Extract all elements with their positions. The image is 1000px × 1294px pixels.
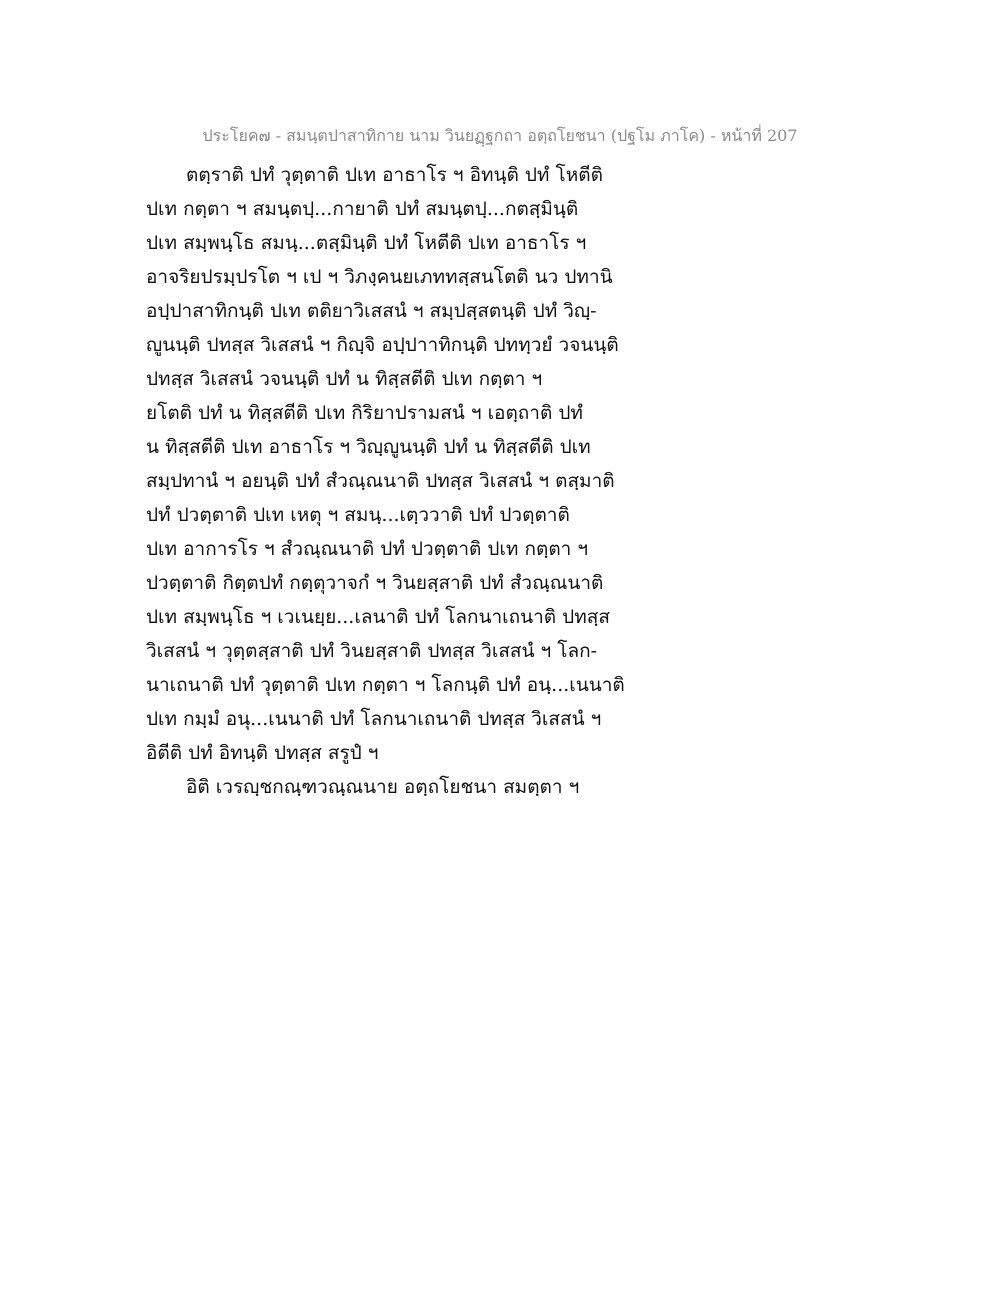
text-line: ตตฺราติ ปทํ วุตฺตาติ ปเท อาธาโร ฯ อิทนฺติ ปทํ โหตีติ [186,164,603,186]
text-line: วิเสสนํ ฯ วุตฺตสฺสาติ ปทํ วินยสฺสาติ ปทสฺส วิเสสนํ ฯ โลก- [146,640,598,662]
text-line: อิตีติ ปทํ อิทนฺติ ปทสฺส สรูปํ ฯ [146,742,379,764]
text-line: ปเท กตฺตา ฯ สมนฺตปฺ...กายาติ ปทํ สมนฺตปฺ...กตสฺมินฺติ [146,198,579,220]
text-line: อปฺปาสาทิกนฺติ ปเท ตติยาวิเสสนํ ฯ สมฺปสฺสตนฺติ ปทํ วิญฺ- [146,300,597,322]
text-line: ยโตติ ปทํ น ทิสฺสตีติ ปเท กิริยาปรามสนํ ฯ เอตฺถาติ ปทํ [146,402,583,424]
text-line: สมฺปทานํ ฯ อยนฺติ ปทํ สํวณฺณนาติ ปทสฺส วิเสสนํ ฯ ตสฺมาติ [146,470,615,492]
text-line: ปเท สมฺพนฺโธ สมนฺ...ตสฺมินฺติ ปทํ โหตีติ ปเท อาธาโร ฯ [146,232,587,254]
page-header: ประโยค๗ - สมนฺตปาสาทิกาย นาม วินยฏฺฐกถา อตฺถโยชนา (ปฐโม ภาโค) - หน้าที่ 207 [202,126,798,145]
text-line: ปวตฺตาติ กิตฺตปทํ กตฺตุวาจกํ ฯ วินยสฺสาติ ปทํ สํวณฺณนาติ [146,572,604,594]
text-line: อาจริยปรมฺปรโต ฯ เป ฯ วิภงฺคนยเภททสฺสนโตติ นว ปทานิ [146,266,613,288]
closing-line: อิติ เวรญฺชกณฺฑวณฺณนาย อตฺถโยชนา สมตฺตา ฯ [186,776,580,798]
text-line: ปเท อาการโร ฯ สํวณฺณนาติ ปทํ ปวตฺตาติ ปเท กตฺตา ฯ [146,538,589,560]
text-line: ปเท กมฺมํ อนุ...เนนาติ ปทํ โลกนาเถนาติ ปทสฺส วิเสสนํ ฯ [146,708,602,730]
text-line: ญูนนฺติ ปทสฺส วิเสสนํ ฯ กิญฺจิ อปฺปาาทิกนฺติ ปททฺวยํ วจนนฺติ [146,334,619,356]
text-line: ปทํ ปวตฺตาติ ปเท เหตุ ฯ สมนฺ...เตฺววาติ ปทํ ปวตฺตาติ [146,504,570,526]
text-line: ปเท สมฺพนฺโธ ฯ เวเนยฺย...เลนาติ ปทํ โลกนาเถนาติ ปทสฺส [146,606,610,628]
text-line: นาเถนาติ ปทํ วุตฺตาติ ปเท กตฺตา ฯ โลกนฺติ ปทํ อนฺ...เนนาติ [146,674,625,696]
document-body [146,158,866,804]
text-line: ปทสฺส วิเสสนํ วจนนฺติ ปทํ น ทิสฺสตีติ ปเท กตฺตา ฯ [146,368,543,390]
text-line: น ทิสฺสตีติ ปเท อาธาโร ฯ วิญฺญูนนฺติ ปทํ น ทิสฺสตีติ ปเท [146,436,591,458]
